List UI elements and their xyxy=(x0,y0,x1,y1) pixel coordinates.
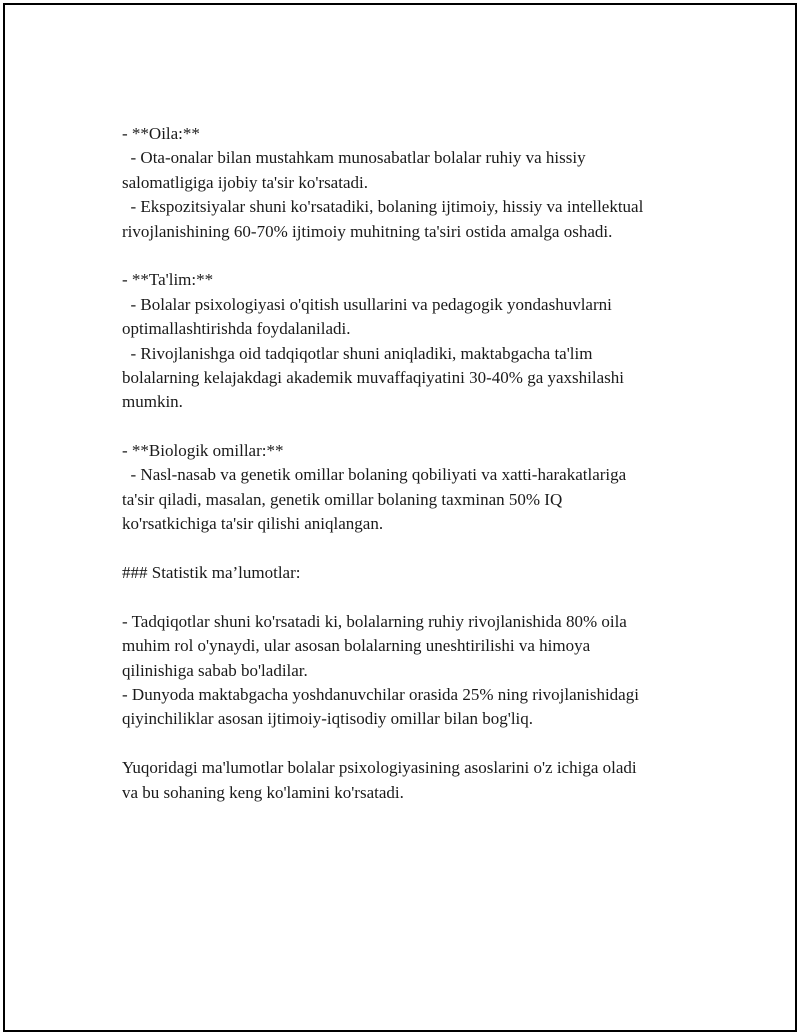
paragraph-gap xyxy=(122,244,697,268)
section-heading: - **Ta'lim:** xyxy=(122,270,214,290)
list-item-line: bolalarning kelajakdagi akademik muvaffaqiyatini 30-40% ga yaxshilashi xyxy=(122,367,624,387)
list-item-line: ko'rsatkichiga ta'sir qilishi aniqlangan. xyxy=(122,514,384,534)
stats-section xyxy=(122,561,697,732)
paragraph-gap xyxy=(122,732,697,756)
list-item-line: qilinishiga sabab bo'ladilar. xyxy=(122,660,308,680)
list-item-line: salomatligiga ijobiy ta'sir ko'rsatadi. xyxy=(122,172,368,192)
page-frame xyxy=(3,3,797,1032)
paragraph-gap xyxy=(122,415,697,439)
conclusion-line: va bu sohaning keng ko'lamini ko'rsatadi. xyxy=(122,782,404,802)
family-section xyxy=(122,122,697,244)
conclusion-line: Yuqoridagi ma'lumotlar bolalar psixologiyasining asoslarini o'z ichiga oladi xyxy=(122,758,637,778)
paragraph-gap xyxy=(122,585,697,609)
list-item-line: - Ota-onalar bilan mustahkam munosabatlar bolalar ruhiy va hissiy xyxy=(122,148,586,168)
list-item-line: - Bolalar psixologiyasi o'qitish usullarini va pedagogik yondashuvlarni xyxy=(122,294,612,314)
list-item-line: ta'sir qiladi, masalan, genetik omillar bolaning taxminan 50% IQ xyxy=(122,489,563,509)
list-item-line: - Nasl-nasab va genetik omillar bolaning qobiliyati va xatti-harakatlariga xyxy=(122,465,627,485)
list-item-line: - Dunyoda maktabgacha yoshdanuvchilar orasida 25% ning rivojlanishidagi xyxy=(122,684,639,704)
document-body xyxy=(122,122,697,805)
biology-section xyxy=(122,439,697,537)
section-heading: ### Statistik ma’lumotlar: xyxy=(122,563,301,583)
list-item-line: mumkin. xyxy=(122,392,183,412)
education-section xyxy=(122,268,697,414)
list-item-line: qiyinchiliklar asosan ijtimoiy-iqtisodiy omillar bilan bog'liq. xyxy=(122,709,534,729)
list-item-line: - Rivojlanishga oid tadqiqotlar shuni aniqladiki, maktabgacha ta'lim xyxy=(122,343,593,363)
list-item-line: rivojlanishining 60-70% ijtimoiy muhitning ta'siri ostida amalga oshadi. xyxy=(122,221,613,241)
section-heading: - **Oila:** xyxy=(122,124,200,143)
conclusion-paragraph xyxy=(122,756,697,805)
list-item-line: - Ekspozitsiyalar shuni ko'rsatadiki, bolaning ijtimoiy, hissiy va intellektual xyxy=(122,197,644,217)
list-item-line: - Tadqiqotlar shuni ko'rsatadi ki, bolalarning ruhiy rivojlanishida 80% oila xyxy=(122,611,627,631)
paragraph-gap xyxy=(122,537,697,561)
section-heading: - **Biologik omillar:** xyxy=(122,441,284,461)
list-item-line: optimallashtirishda foydalaniladi. xyxy=(122,319,351,339)
list-item-line: muhim rol o'ynaydi, ular asosan bolalarning uneshtirilishi va himoya xyxy=(122,636,591,656)
